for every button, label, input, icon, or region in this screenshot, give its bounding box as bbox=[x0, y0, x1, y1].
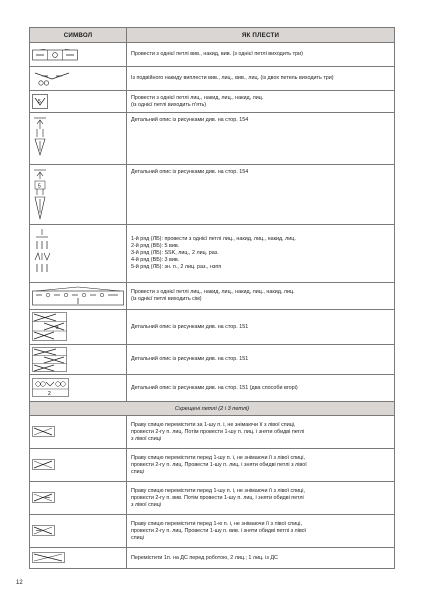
desc-line: 5-й ряд (ЛБ): зн. п., 2 лиц. раз., нзпп bbox=[131, 264, 222, 270]
symbol-cell bbox=[30, 375, 127, 402]
symbol-cell bbox=[30, 345, 127, 375]
crossed-stitch-icon bbox=[32, 459, 62, 471]
desc-line: Детальний опис із рисунками див. на стор. 151 bbox=[131, 356, 249, 362]
desc-line: 2-й ряд (ВБ): 5 вив. bbox=[131, 243, 180, 249]
page-number: 12 bbox=[16, 580, 23, 586]
description-cell bbox=[127, 225, 395, 283]
description-cell bbox=[127, 113, 395, 165]
desc-line: Детальний опис із рисунками див. на стор. 151 bbox=[131, 323, 249, 330]
description-cell bbox=[127, 375, 395, 402]
crossed-stitch-icon bbox=[32, 426, 62, 438]
desc-line: з лівої спиці bbox=[131, 435, 162, 442]
stitch-symbol-icon bbox=[32, 71, 72, 87]
description-cell bbox=[127, 283, 395, 310]
symbol-cell bbox=[30, 548, 127, 569]
description-cell bbox=[127, 310, 395, 345]
table-row bbox=[30, 548, 395, 569]
stitch-symbol-icon bbox=[32, 347, 72, 373]
symbol-cell bbox=[30, 416, 127, 449]
desc-line: 4-й ряд (ВБ): 3 вив. bbox=[131, 257, 180, 263]
desc-line: провести 2-гу п. лиц. Провести 1-шу п. лиц. і зняти обидві петлі з лівої bbox=[131, 461, 307, 468]
desc-line: Детальний опис із рисунками див. на стор. 154 bbox=[131, 117, 249, 123]
desc-line: Провести з однієї петлі лиц., накид, лиц., накид, лиц. bbox=[131, 94, 264, 101]
stitch-symbol-icon bbox=[32, 115, 48, 163]
symbol-cell bbox=[30, 310, 127, 345]
symbol-cell bbox=[30, 91, 127, 113]
description-cell bbox=[127, 345, 395, 375]
stitch-symbol-icon bbox=[32, 285, 124, 307]
desc-line: 1-й ряд (ЛБ): провести з однієї петлі лиц., накид, лиц., накид, лиц. bbox=[131, 236, 296, 242]
stitch-symbol-icon bbox=[32, 227, 52, 281]
symbol-cell bbox=[30, 283, 127, 310]
description-cell bbox=[127, 548, 395, 569]
stitch-symbol-icon bbox=[32, 49, 78, 61]
desc-line: спиці bbox=[131, 468, 144, 475]
header-how-to-knit: ЯК ПЛЕСТИ bbox=[127, 28, 395, 43]
symbol-cell bbox=[30, 515, 127, 548]
desc-line: спиці bbox=[131, 534, 144, 541]
svg-text:2: 2 bbox=[48, 391, 51, 397]
svg-text:5: 5 bbox=[38, 183, 41, 189]
stitch-symbol-icon bbox=[32, 167, 48, 223]
desc-line: Перемістити 1п. на ДС перед роботою, 2 лиц.; 1 лиц. із ДС bbox=[131, 554, 278, 561]
table-row bbox=[30, 225, 395, 283]
table-row bbox=[30, 310, 395, 345]
crossed-stitch-icon bbox=[32, 525, 62, 537]
desc-line: провести 2-гу п. вив. Потім провести 1-шу п. лиц. і зняти обидві петлі bbox=[131, 494, 304, 501]
table-header-row bbox=[30, 28, 395, 43]
header-symbol: СИМВОЛ bbox=[30, 28, 127, 43]
description-cell bbox=[127, 91, 395, 113]
stitch-symbol-icon bbox=[32, 94, 52, 110]
table-row bbox=[30, 43, 395, 67]
crossed-stitch-icon bbox=[32, 552, 72, 564]
symbol-cell bbox=[30, 113, 127, 165]
desc-line: Праву спицю перемістити перед 1-шу п. і, не знімаючи її з лівої спиці, bbox=[131, 487, 305, 494]
table-row bbox=[30, 416, 395, 449]
symbol-cell bbox=[30, 482, 127, 515]
table-row bbox=[30, 345, 395, 375]
desc-line: 3-й ряд (ЛБ): SSK, лиц., 2 лиц. раз. bbox=[131, 250, 219, 256]
description-cell bbox=[127, 416, 395, 449]
desc-line: провести 2-гу п. лиц. Провести 1-шу п. вив. і зняти обидві петлі з лівої bbox=[131, 527, 307, 534]
svg-text:3: 3 bbox=[56, 325, 59, 330]
table-row bbox=[30, 165, 395, 225]
table-row bbox=[30, 113, 395, 165]
table-row bbox=[30, 515, 395, 548]
table-row bbox=[30, 67, 395, 91]
desc-line: Праву спицю перемістити перед 1-шу п. і, не знімаючи її з лівої спиці, bbox=[131, 454, 305, 461]
table-row bbox=[30, 482, 395, 515]
desc-line: Детальний опис із рисунками див. на стор. 151 (два способи вгорі) bbox=[131, 384, 298, 391]
desc-line: Праву спицю перемістити перед 1-ю п. і, не знімаючи її з лівої спиці, bbox=[131, 520, 302, 527]
desc-line: Із подвійного накиду виплести вив., лиц., вив., лиц. (із двох петель виходить три) bbox=[131, 75, 334, 81]
description-cell bbox=[127, 449, 395, 482]
stitch-symbol-icon bbox=[32, 312, 72, 342]
symbol-cell bbox=[30, 449, 127, 482]
desc-line: (із однієї петлі виходить сім) bbox=[131, 296, 202, 302]
symbol-cell bbox=[30, 225, 127, 283]
table-row bbox=[30, 91, 395, 113]
table-row bbox=[30, 283, 395, 310]
desc-line: з лівої спиці bbox=[131, 501, 162, 508]
description-cell bbox=[127, 67, 395, 91]
crossed-stitch-icon bbox=[32, 492, 62, 504]
table-row bbox=[30, 449, 395, 482]
description-cell bbox=[127, 43, 395, 67]
svg-text:5: 5 bbox=[38, 98, 41, 105]
description-cell bbox=[127, 515, 395, 548]
stitch-symbol-icon bbox=[32, 378, 72, 398]
symbol-cell bbox=[30, 165, 127, 225]
symbol-cell bbox=[30, 67, 127, 91]
symbol-cell bbox=[30, 43, 127, 67]
stitch-symbol-table bbox=[29, 27, 395, 569]
desc-line: Провести з однієї петлі вив., накид, вив. (з однієї петлі виходить три) bbox=[131, 51, 303, 57]
table-row bbox=[30, 375, 395, 402]
desc-line: (із однієї петлі виходить п'ять) bbox=[131, 101, 207, 108]
desc-line: Провести з однієї петлі лиц., накид, лиц., накид, лиц., накид, лиц. bbox=[131, 289, 295, 295]
desc-line: провести 2-гу п. лиц. Потім провести 1-шу п. лиц. і зняти обидві петлі bbox=[131, 428, 305, 435]
section-title: Схрещені петлі (2 і 3 петлі) bbox=[30, 402, 395, 416]
description-cell bbox=[127, 482, 395, 515]
desc-line: Праву спицю перемістити за 1-шу п. і, не знімаючи її з лівої спиці, bbox=[131, 421, 296, 428]
description-cell bbox=[127, 165, 395, 225]
desc-line: Детальний опис із рисунками див. на стор. 154 bbox=[131, 169, 249, 175]
section-row bbox=[30, 402, 395, 416]
